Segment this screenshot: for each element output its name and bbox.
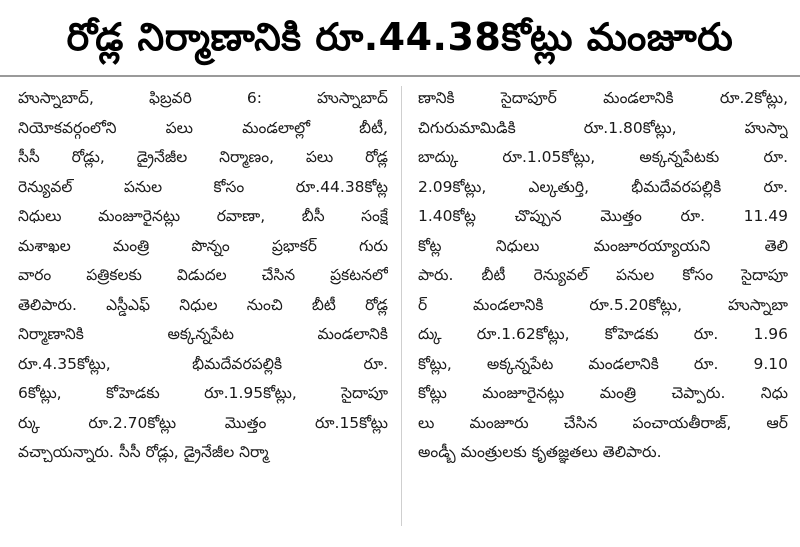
text-line: రూ.4.35కోట్లు, భీమదేవరపల్లికి రూ. (18, 354, 388, 373)
text-line: కోట్లు మంజూరైనట్లు మంత్రి చెప్పారు. నిధు (418, 384, 788, 402)
article-column-right (418, 84, 788, 468)
text-line: నిధులు మంజూరైనట్లు రవాణా, బీసీ సంక్షే (18, 207, 388, 225)
text-line: అండ్బీ మంత్రులకు కృతజ్ఞతలు తెలిపారు. (418, 443, 662, 461)
text-line: వచ్చాయన్నారు. సీసీ రోడ్లు, డ్రైనేజీల నిర్మా (18, 443, 269, 461)
text-line: రెన్యువల్ పనుల కోసం రూ.44.38కోట్ల (18, 177, 388, 196)
text-line: పారు. బీటీ రెన్యువల్ పనుల కోసం సైదాపూ (418, 266, 788, 284)
text-line: నియోకవర్గంలోని పలు మండలాల్లో బీటీ, (18, 118, 388, 137)
text-line: హుస్నాబాద్, ఫిబ్రవరి 6: హుస్నాబాద్ (18, 89, 388, 107)
article-column-left (18, 84, 388, 468)
text-line: మశాఖల మంత్రి పొన్నం ప్రభాకర్ గురు (18, 236, 388, 255)
article-headline: రోడ్ల నిర్మాణానికి రూ.44.38కోట్లు మంజూరు (66, 15, 734, 59)
text-line: నిర్మాణానికి అక్కన్నపేట మండలానికి (18, 325, 388, 343)
column-divider (401, 86, 402, 526)
text-line: ర్ మండలానికి రూ.5.20కోట్లు, హుస్నాబా (418, 295, 788, 314)
text-line: 1.40కోట్ల చొప్పున మొత్తం రూ. 11.49 (418, 207, 788, 225)
text-line: కోట్ల నిధులు మంజూరయ్యాయని తెలి (418, 236, 788, 255)
text-line: కోట్లు, అక్కన్నపేట మండలానికి రూ. 9.10 (418, 354, 788, 373)
text-line: సీసీ రోడ్లు, డ్రైనేజీల నిర్మాణం, పలు రోడ్ల (18, 148, 388, 166)
text-line: ణానికి సైదాపూర్ మండలానికి రూ.2కోట్లు, (418, 89, 788, 107)
text-line: బాద్కు రూ.1.05కోట్లు, అక్కన్నపేటకు రూ. (418, 148, 788, 166)
text-line: 2.09కోట్లు, ఎల్కతుర్తి, భీమదేవరపల్లికి రూ. (418, 177, 788, 196)
text-line: చిగురుమామిడికి రూ.1.80కోట్లు, హుస్నా (418, 118, 788, 137)
text-line: ద్కు రూ.1.62కోట్లు, కోహెడకు రూ. 1.96 (418, 325, 788, 343)
text-line: వారం పత్రికలకు విడుదల చేసిన ప్రకటనలో (18, 266, 388, 284)
headline-rule (0, 75, 800, 77)
text-line: ర్కు రూ.2.70కోట్లు మొత్తం రూ.15కోట్లు (18, 413, 388, 432)
text-line: తెలిపారు. ఎస్డీఎఫ్ నిధుల నుంచి బీటీ రోడ్ల (18, 295, 388, 314)
text-line: లు మంజూరు చేసిన పంచాయతీరాజ్, ఆర్ (418, 413, 788, 432)
text-line: 6కోట్లు, కోహెడకు రూ.1.95కోట్లు, సైదాపూ (18, 384, 388, 402)
